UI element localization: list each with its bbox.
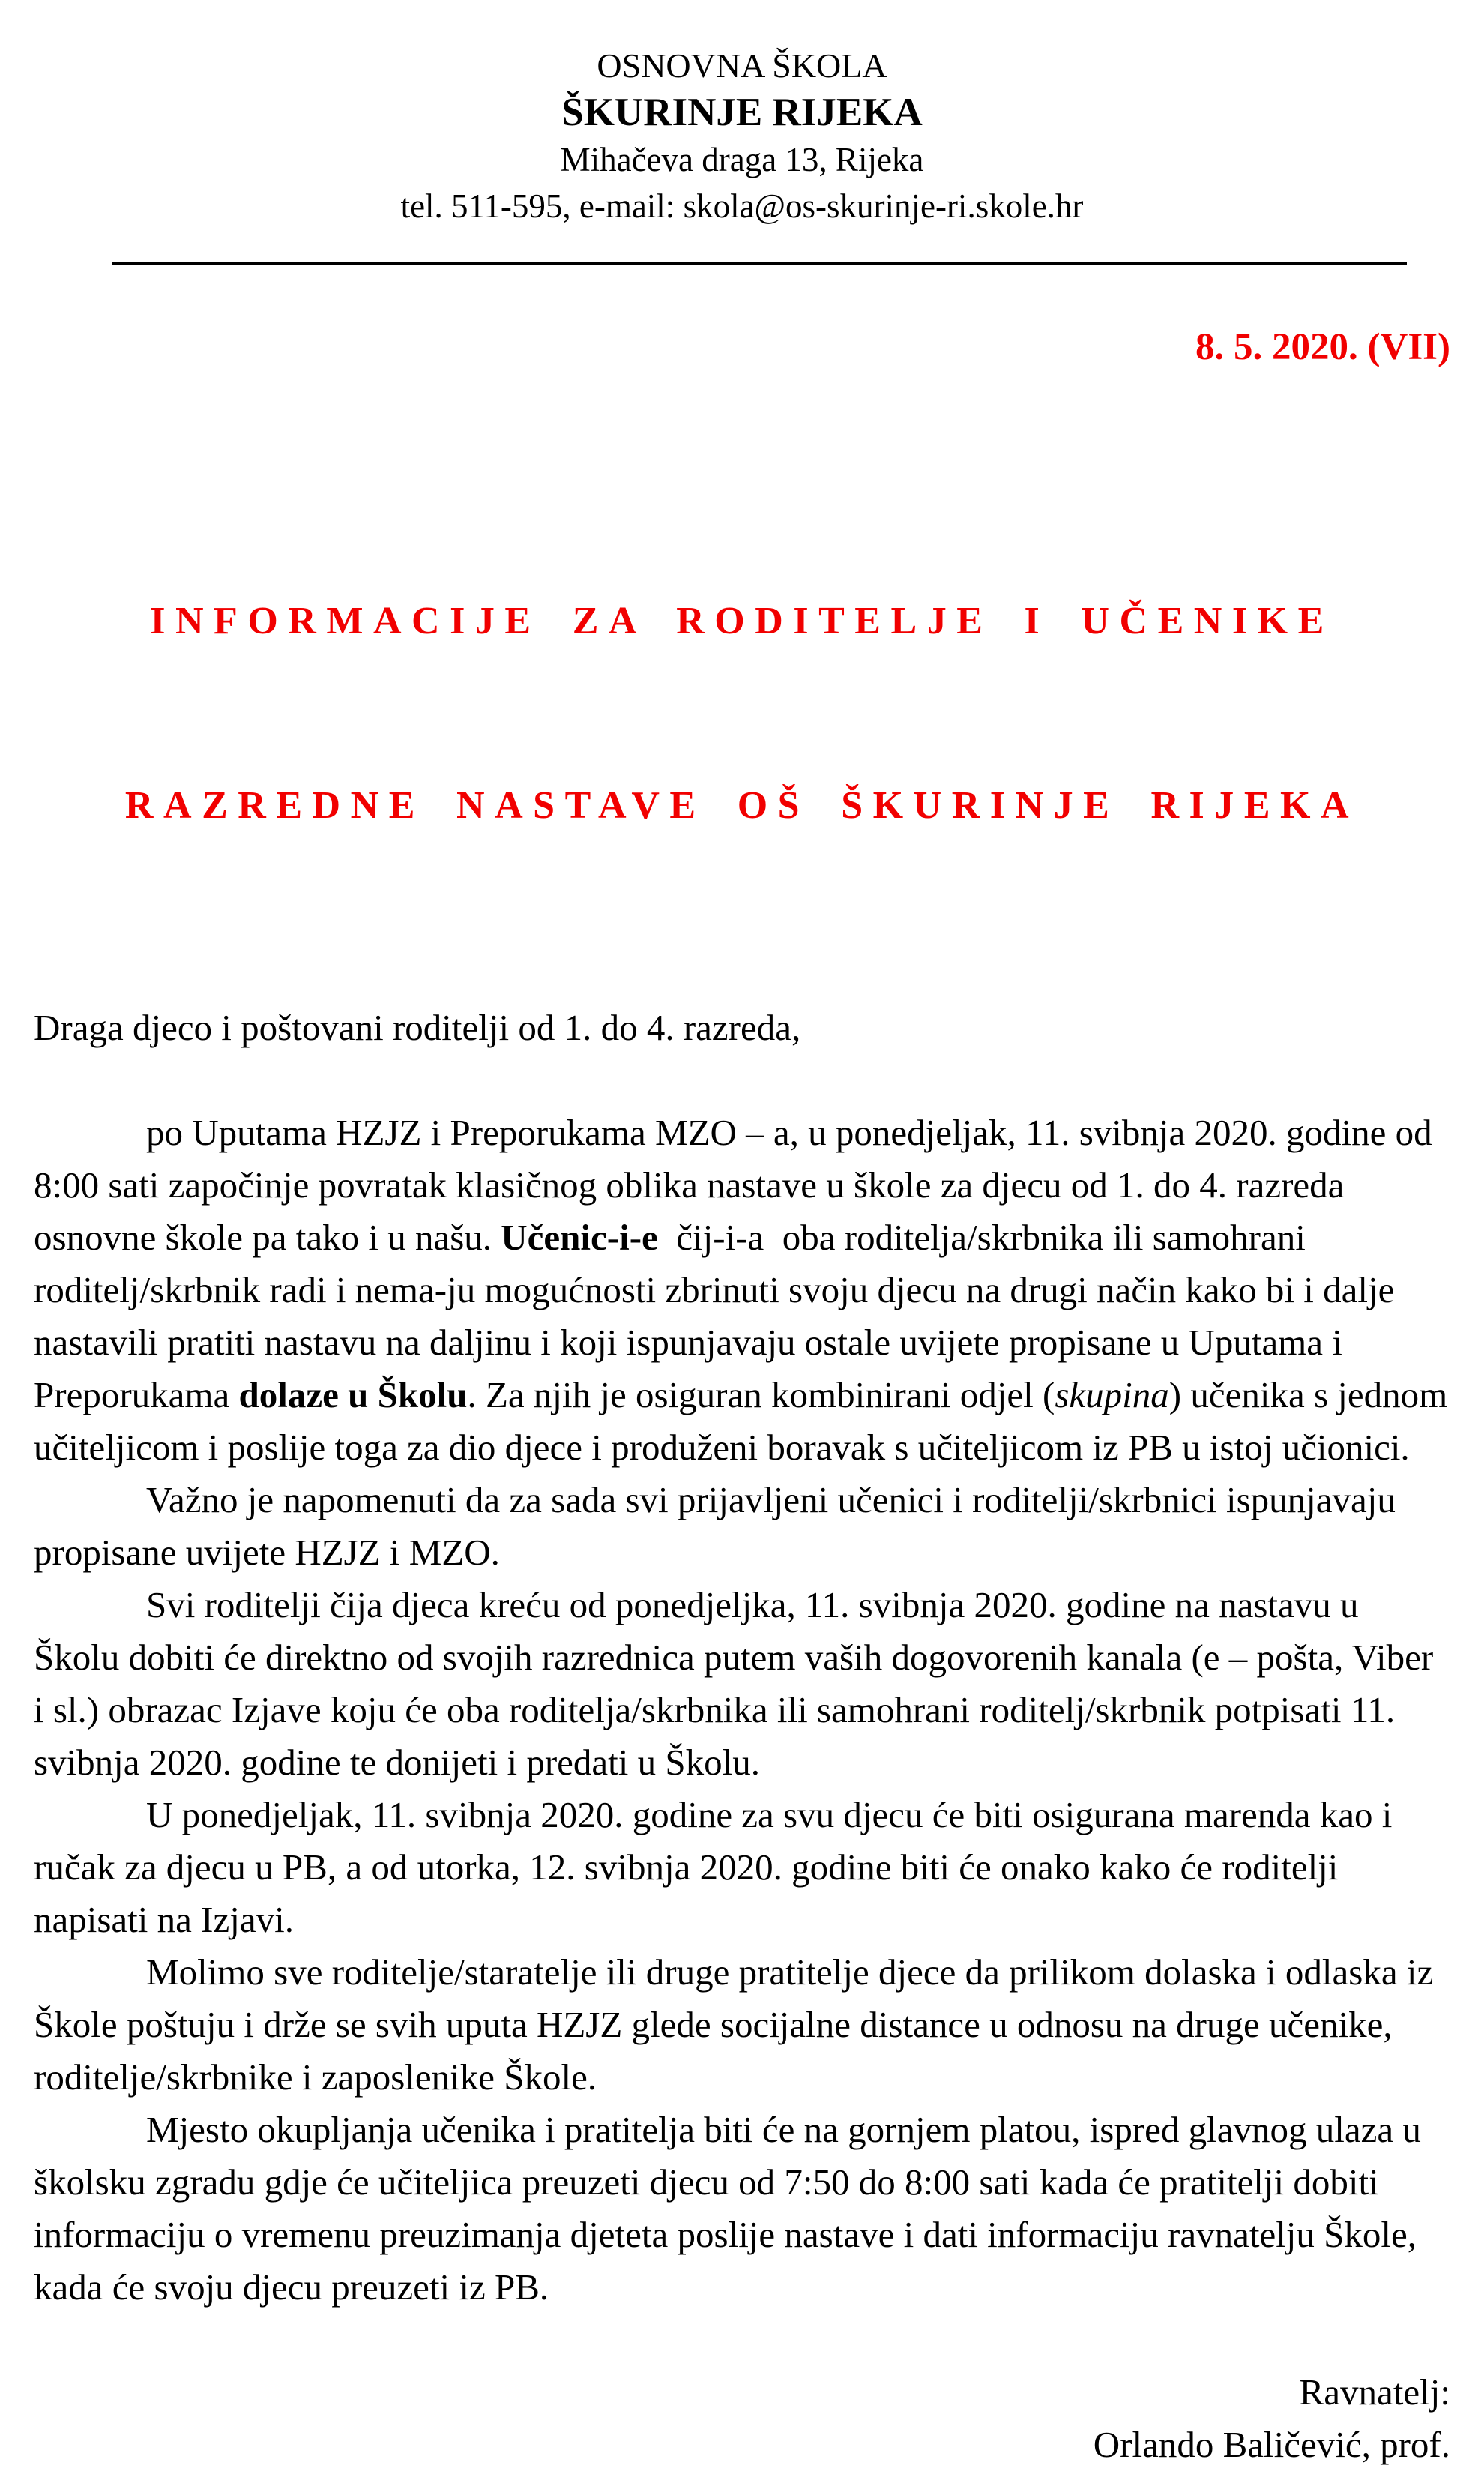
paragraph	[34, 2104, 1450, 2314]
body-paragraphs	[34, 1107, 1457, 2314]
date-line: 8. 5. 2020. (VII)	[1195, 326, 1450, 368]
salutation: Draga djeco i poštovani roditelji od 1. do 4. razreda,	[34, 1007, 801, 1048]
text-run-regular: čij-i-a oba roditelja/skrbnika ili samohrani roditelj/skrbnik radi i nema-ju mogućnosti zbrinuti svoju djecu na drugi način kako bi i dalje nastavili pratiti nastavu na daljinu i koji ispunjavaju ostale uvijete propisane u Uputama i Preporukama	[34, 1217, 1404, 1415]
letter-body	[34, 1002, 1457, 2314]
text-run-regular: Važno je napomenuti da za sada svi prijavljeni učenici i roditelji/skrbnici ispunjavaju propisane uvijete HZJZ i MZO.	[34, 1479, 1405, 1573]
signature-block	[34, 2366, 1450, 2471]
horizontal-rule	[112, 262, 1407, 265]
title-line-1: INFORMACIJE ZA RODITELJE I UČENIKE	[150, 600, 1334, 642]
paragraph	[34, 1946, 1450, 2104]
paragraph	[34, 1579, 1450, 1789]
document-title	[34, 468, 1450, 960]
signature-name: Orlando Baličević, prof.	[1093, 2424, 1450, 2465]
text-run-regular: Mjesto okupljanja učenika i pratitelja biti će na gornjem platou, ispred glavnog ulaza u školsku zgradu gdje će učiteljica preuzeti djecu od 7:50 do 8:00 sati kada će pratitelji dobiti informaciju o vremenu preuzimanja djeteta poslije nastave i dati informaciju ravnatelju Škole, kada će svoju djecu preuzeti iz PB.	[34, 2109, 1431, 2308]
text-run-regular: . Za njih je osiguran kombinirani odjel (	[467, 1374, 1055, 1415]
text-run-regular: ) učenika s jednom učiteljicom i poslije toga za dio djece i produženi boravak s učiteljicom iz PB u istoj učionici.	[34, 1374, 1457, 1468]
signature-role: Ravnatelj:	[1299, 2371, 1450, 2413]
text-run-regular: po Uputama HZJZ i Preporukama MZO – a, u ponedjeljak, 11. svibnja 2020. godine od 8:00 sati započinje povratak klasičnog oblika nastave u škole za djecu od 1. do 4. razreda osnovne škole pa tako i u našu.	[34, 1112, 1441, 1258]
school-address: Mihačeva draga 13, Rijeka	[560, 141, 924, 178]
letterhead	[34, 43, 1450, 229]
paragraph	[34, 1474, 1450, 1579]
text-run-regular: U ponedjeljak, 11. svibnja 2020. godine za svu djecu će biti osigurana marenda kao i ručak za djecu u PB, a od utorka, 12. svibnja 2020. godine biti će onako kako će roditelji napisati na Izjavi.	[34, 1794, 1402, 1940]
text-run-bold: dolaze u Školu	[238, 1374, 468, 1415]
text-run-regular: Molimo sve roditelje/staratelje ili druge pratitelje djece da prilikom dolaska i odlaska iz Škole poštuju i drže se svih uputa HZJZ glede socijalne distance u odnosu na druge učenike, roditelje/skrbnike i zaposlenike Škole.	[34, 1951, 1443, 2098]
paragraph	[34, 1107, 1457, 1474]
text-run-regular: Svi roditelji čija djeca kreću od ponedjeljka, 11. svibnja 2020. godine na nastavu u Školu dobiti će direktno od svojih razrednica putem vaših dogovorenih kanala (e – pošta, Viber i sl.) obrazac Izjave koju će oba roditelja/skrbnika ili samohrani roditelj/skrbnik potpisati 11. svibnja 2020. godine te donijeti i predati u Školu.	[34, 1584, 1443, 1783]
title-line-2: RAZREDNE NASTAVE OŠ ŠKURINJE RIJEKA	[124, 784, 1360, 827]
school-contact: tel. 511-595, e-mail: skola@os-skurinje-ri.skole.hr	[400, 187, 1084, 225]
school-type: OSNOVNA ŠKOLA	[597, 46, 887, 85]
school-name: ŠKURINJE RIJEKA	[561, 91, 923, 134]
text-run-bold: Učenic-i-e	[501, 1217, 658, 1258]
paragraph	[34, 1789, 1450, 1946]
text-run-italic: skupina	[1055, 1374, 1169, 1415]
